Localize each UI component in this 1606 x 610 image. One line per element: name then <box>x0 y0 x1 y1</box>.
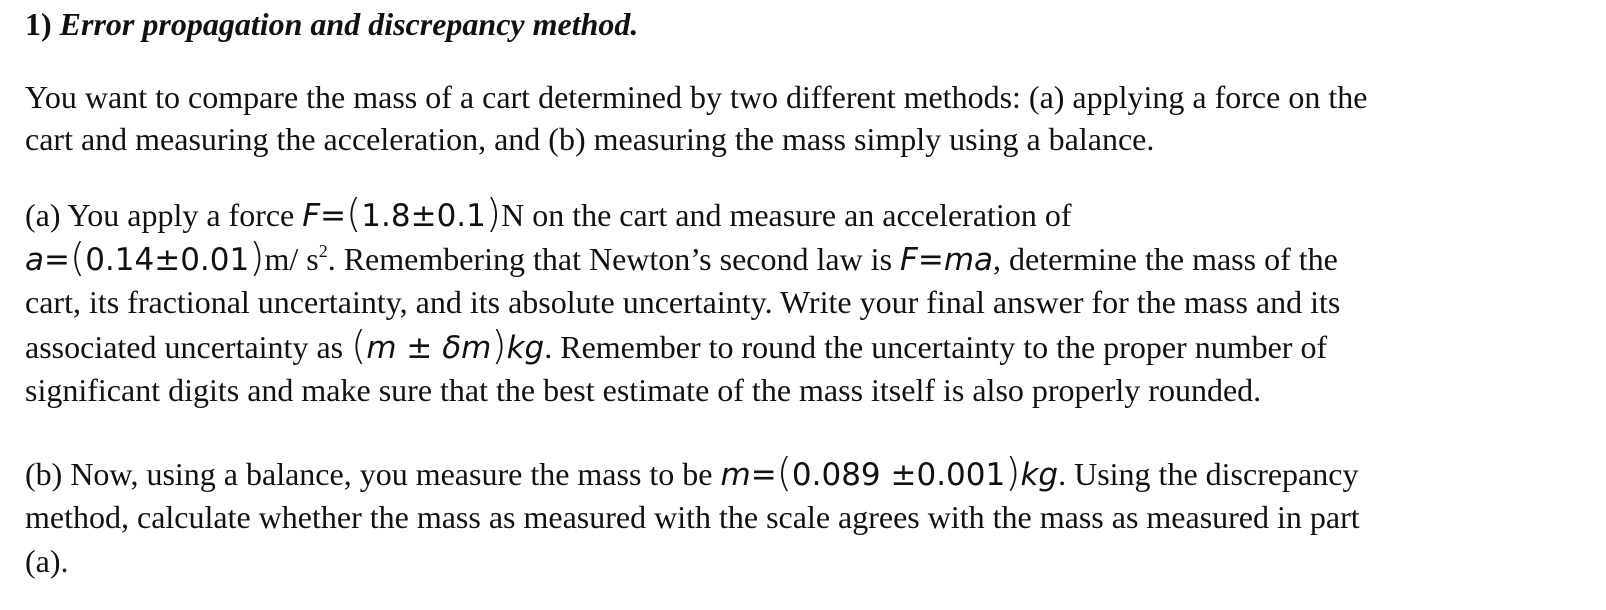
problem-number: 1) <box>25 6 52 42</box>
part-a-text: , determine the mass of the <box>993 241 1338 277</box>
close-paren: ) <box>1005 451 1021 496</box>
open-paren: ( <box>776 451 792 496</box>
unit-exponent: 2 <box>318 241 328 261</box>
force-symbol: F <box>302 198 321 234</box>
part-b-text: (b) Now, using a balance, you measure the mass to be <box>25 456 721 492</box>
part-b-line-1 <box>25 452 1360 496</box>
intro-paragraph <box>25 76 1367 160</box>
mass-expression: m ± δm <box>366 330 492 366</box>
mass-unit: kg <box>1020 457 1059 493</box>
part-a-text: on the cart and measure an acceleration of <box>524 197 1072 233</box>
newton-law-force: F <box>900 242 918 278</box>
equals-sign: = <box>44 242 70 278</box>
part-b-line-2: method, calculate whether the mass as measured with the scale agrees with the mass as measured in part <box>25 499 1360 535</box>
balance-mass-value: 0.089 ±0.001 <box>791 457 1006 493</box>
part-b-text: . Using the discrepancy <box>1058 456 1359 492</box>
close-paren: ) <box>485 192 502 237</box>
close-paren: ) <box>491 324 507 369</box>
problem-heading <box>25 4 638 44</box>
equals-sign: = <box>320 198 347 234</box>
acceleration-symbol: a <box>25 242 44 278</box>
part-a-line-5: significant digits and make sure that the best estimate of the mass itself is also properly rounded. <box>25 372 1262 408</box>
mass-unit: kg <box>506 330 545 366</box>
equals-sign: = <box>917 242 944 278</box>
open-paren: ( <box>69 236 86 281</box>
part-a-text: associated uncertainty as <box>25 329 352 365</box>
force-value: 1.8±0.1 <box>361 198 486 234</box>
open-paren: ( <box>346 192 362 237</box>
force-unit: N <box>501 197 525 233</box>
open-paren: ( <box>351 324 367 369</box>
part-a-text: . Remember to round the uncertainty to the proper number of <box>544 329 1328 365</box>
intro-line: You want to compare the mass of a cart determined by two different methods: (a) applying a force on the <box>25 79 1368 115</box>
newton-law-ma: ma <box>943 242 994 278</box>
acceleration-unit: m/ s <box>264 241 319 277</box>
part-a-line-2 <box>25 237 1340 281</box>
problem-title: Error propagation and discrepancy method. <box>59 6 639 42</box>
part-a-line-3: cart, its fractional uncertainty, and its absolute uncertainty. Write your final answer for the mass and its <box>25 284 1341 320</box>
equals-sign: = <box>750 457 777 493</box>
part-a-text: (a) You apply a force <box>25 197 303 233</box>
mass-symbol: m <box>720 457 751 493</box>
part-a-line-4 <box>25 325 1340 369</box>
part-b-line-3: (a). <box>25 543 69 579</box>
acceleration-value: 0.14±0.01 <box>85 242 250 278</box>
close-paren: ) <box>249 236 265 281</box>
part-a-text: . Remembering that Newton’s second law is <box>327 241 901 277</box>
intro-line: cart and measuring the acceleration, and (b) measuring the mass simply using a balance. <box>25 121 1155 157</box>
part-a-line-1 <box>25 193 1340 237</box>
part-a-paragraph <box>25 193 1340 413</box>
part-b-paragraph <box>25 452 1360 584</box>
